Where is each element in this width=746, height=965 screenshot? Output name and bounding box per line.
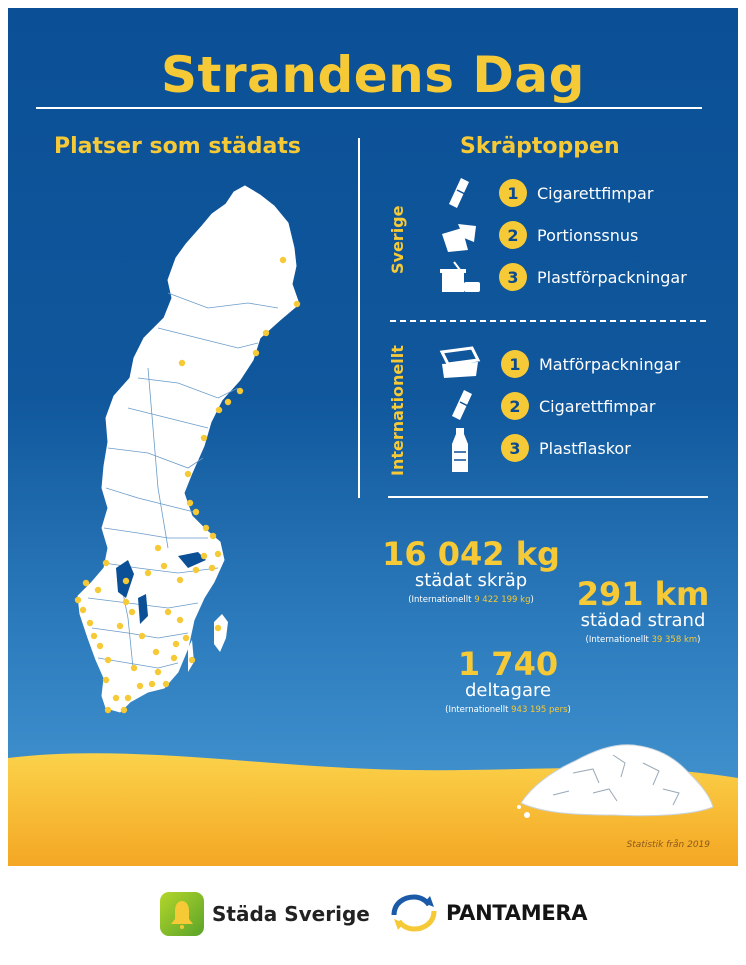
- rank-badge: 1: [501, 350, 529, 378]
- rank-badge: 3: [501, 434, 529, 462]
- sverige-rank-2: [499, 220, 638, 250]
- stat-beach-value: 291 km: [576, 575, 710, 613]
- international-rank-1: [501, 349, 680, 379]
- sweden-map: [8, 8, 358, 728]
- plastic-bottle-icon: [448, 428, 472, 476]
- plastic-cup-icon: [440, 260, 482, 296]
- food-container-icon: [438, 346, 482, 380]
- sverige-rank-1: [499, 178, 653, 208]
- stada-sverige-logo: [160, 892, 370, 936]
- pantamera-logo-text: PANTAMERA: [446, 901, 588, 925]
- page-title: Strandens Dag: [161, 46, 585, 104]
- cigarette-butt-icon: [445, 176, 471, 212]
- stat-beach-label: städad strand: [580, 610, 706, 631]
- rank-badge: 2: [499, 221, 527, 249]
- stat-trash-label: städat skräp: [414, 570, 528, 591]
- stat-beach: [568, 575, 718, 645]
- stada-sverige-logo-text: Städa Sverige: [212, 902, 370, 926]
- bell-glyph: [169, 899, 195, 929]
- bell-icon: [160, 892, 204, 936]
- sverige-label: Sverige: [388, 205, 407, 274]
- rank-label: Portionssnus: [537, 225, 639, 245]
- snus-pouch-icon: [440, 220, 480, 254]
- international-rank-2: [501, 391, 655, 421]
- stats-footnote: Statistik från 2019: [626, 840, 710, 850]
- international-label: Internationellt: [388, 345, 407, 476]
- top-list-heading: Skräptoppen: [460, 134, 620, 159]
- cigarette-butt-icon: [448, 388, 474, 424]
- rank-badge: 1: [499, 179, 527, 207]
- recycle-arrows-icon: [388, 893, 440, 933]
- gotland-island: [214, 614, 228, 652]
- stat-people: [428, 645, 588, 715]
- rank-label: Matförpackningar: [539, 354, 681, 374]
- footer: [0, 866, 746, 965]
- stat-trash-international: (Internationellt 9 422 199 kg): [408, 594, 534, 605]
- stat-people-international: (Internationellt 943 195 pers): [445, 704, 571, 715]
- rank-label: Cigarettfimpar: [537, 183, 654, 203]
- stat-trash: [376, 535, 566, 605]
- rank-label: Plastförpackningar: [537, 267, 687, 287]
- section-divider-dashed: [390, 320, 706, 322]
- pantamera-logo: [388, 893, 587, 933]
- stat-people-value: 1 740: [457, 645, 559, 683]
- trash-pile-icon: [513, 733, 718, 828]
- stat-beach-international: (Internationellt 39 358 km): [585, 634, 701, 645]
- rank-badge: 3: [499, 263, 527, 291]
- stat-people-label: deltagare: [464, 680, 552, 701]
- sverige-rank-3: [499, 262, 687, 292]
- rank-label: Cigarettfimpar: [539, 396, 656, 416]
- sweden-landmass: [78, 186, 299, 712]
- map-heading: Platser som städats: [54, 134, 302, 159]
- rank-label: Plastflaskor: [539, 438, 631, 458]
- rank-badge: 2: [501, 392, 529, 420]
- stat-trash-value: 16 042 kg: [382, 535, 560, 573]
- column-divider: [358, 138, 360, 498]
- stats-divider: [388, 496, 708, 498]
- infographic-poster: [8, 8, 738, 866]
- international-rank-3: [501, 433, 631, 463]
